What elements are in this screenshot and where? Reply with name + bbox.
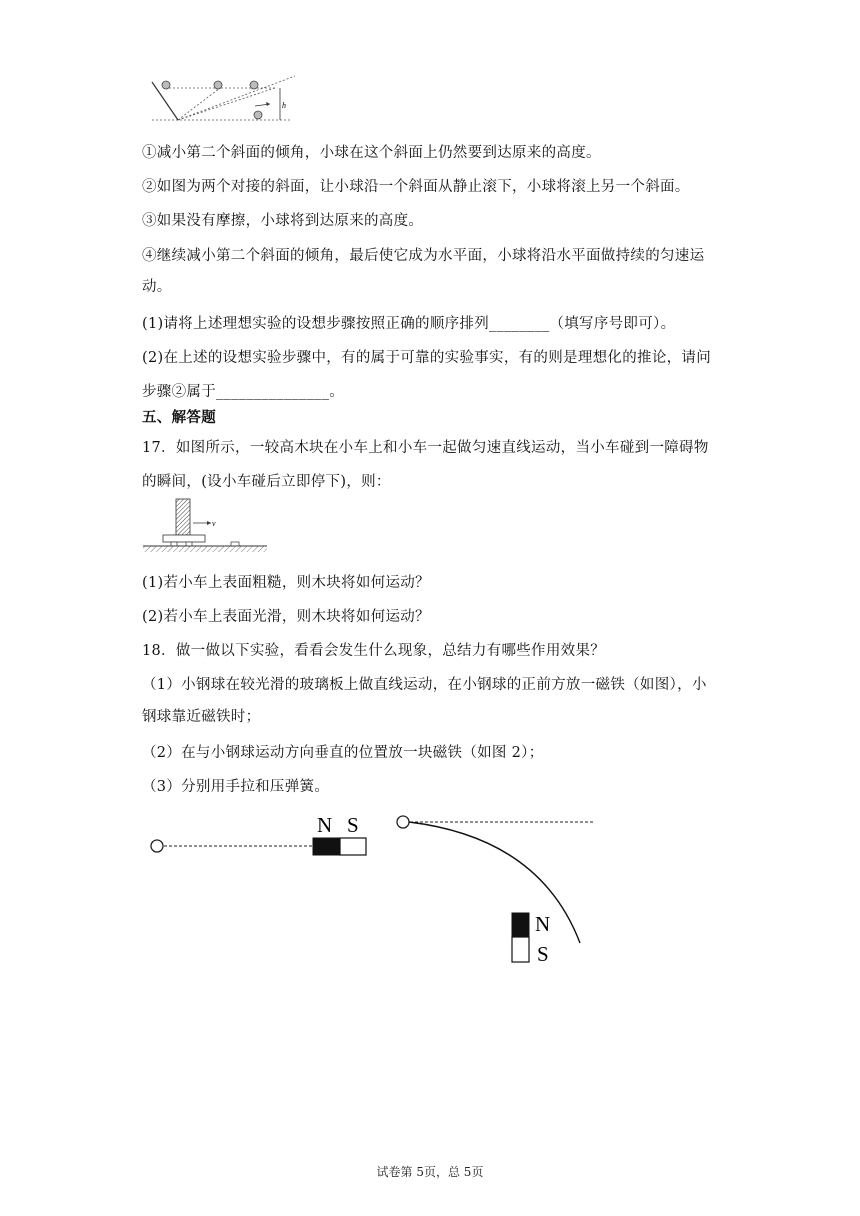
q18-item-3: （3）分别用手拉和压弹簧。 <box>142 779 330 795</box>
section-heading: 五、解答题 <box>142 410 216 426</box>
magnet-s-label: S <box>347 813 359 837</box>
q16-question-2-cont: 步骤②属于_______________。 <box>142 384 345 400</box>
magnet-n-label: N <box>317 813 333 837</box>
q16-step-4: ④继续减小第二个斜面的倾角，最后使它成为水平面，小球将沿水平面做持续的匀速运 <box>142 248 705 264</box>
q17-stem: 17．如图所示，一较高木块在小车上和小车一起做匀速直线运动，当小车碰到一障碍物 <box>142 440 709 456</box>
q16-step-3: ③如果没有摩擦，小球将到达原来的高度。 <box>142 213 424 229</box>
page-footer: 试卷第 5页，总 5页 <box>376 1165 484 1179</box>
q16-step-4-cont: 动。 <box>142 279 172 295</box>
cart-block-figure <box>143 497 268 557</box>
magnet-curve-figure <box>390 808 610 973</box>
q17-stem-cont: 的瞬间，(设小车碰后立即停下)，则： <box>142 474 391 490</box>
q18-item-1: （1）小钢球在较光滑的玻璃板上做直线运动，在小钢球的正前方放一磁铁（如图），小 <box>142 677 707 693</box>
magnet2-n-label: N <box>535 912 551 936</box>
q16-step-2: ②如图为两个对接的斜面，让小球沿一个斜面从静止滚下，小球将滚上另一个斜面。 <box>142 179 690 195</box>
velocity-label: v <box>212 519 216 528</box>
q17-question-2: (2)若小车上表面光滑，则木块将如何运动？ <box>142 609 430 625</box>
q16-step-1: ①减小第二个斜面的倾角，小球在这个斜面上仍然要到达原来的高度。 <box>142 145 601 161</box>
q18-item-2: （2）在与小钢球运动方向垂直的位置放一块磁铁（如图 2）； <box>142 745 544 761</box>
magnet2-s-label: S <box>537 942 549 966</box>
q18-stem: 18．做一做以下实验，看看会发生什么现象，总结力有哪些作用效果？ <box>142 643 606 659</box>
q16-question-2: (2)在上述的设想实验步骤中，有的属于可靠的实验事实，有的则是理想化的推论，请问 <box>142 350 712 366</box>
magnet-straight-figure <box>145 810 375 865</box>
inclined-plane-figure <box>150 74 300 124</box>
q17-question-1: (1)若小车上表面粗糙，则木块将如何运动？ <box>142 575 430 591</box>
height-label: h <box>282 101 286 110</box>
q16-question-1: (1)请将上述理想实验的设想步骤按照正确的顺序排列________（填写序号即可）。 <box>142 316 676 332</box>
q18-item-1-cont: 钢球靠近磁铁时； <box>142 709 261 725</box>
